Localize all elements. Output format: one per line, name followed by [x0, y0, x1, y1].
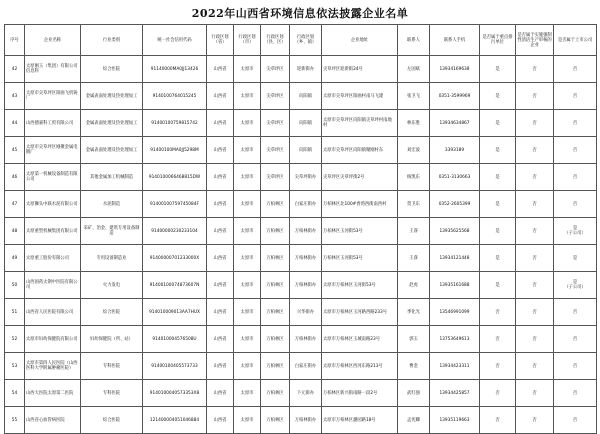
table-cell: 否 — [516, 272, 554, 299]
table-cell: 兴华街办 — [290, 299, 322, 326]
table-cell: 太原市 — [234, 326, 261, 353]
table-cell: 万柏林区玉河街53号 — [322, 245, 398, 272]
table-cell: 51 — [5, 299, 25, 326]
table-cell: 9140100040573353X8 — [143, 380, 207, 407]
table-cell: 山西省 — [207, 137, 234, 164]
table-cell: 曹金 — [398, 353, 430, 380]
table-cell: 太原重工股份有限公司 — [25, 245, 81, 272]
table-cell: 太原市 — [234, 164, 261, 191]
table-cell: 孟宪卿 — [398, 407, 430, 434]
table-cell: 万柏林区 — [261, 218, 290, 245]
table-cell: 否 — [516, 380, 554, 407]
table-cell: 太原市 — [234, 299, 261, 326]
table-cell: 否 — [554, 56, 597, 83]
table-cell: 太原市 — [234, 353, 261, 380]
table-cell: 妇幼保健院（所、站） — [81, 326, 143, 353]
table-cell: 否 — [480, 407, 516, 434]
table-cell: 尖草坪区 — [261, 137, 290, 164]
table-cell: 91400100759815742 — [143, 110, 207, 137]
table-row — [5, 353, 597, 380]
table-cell: 是 — [554, 245, 597, 272]
header-cell: 行业类别 — [81, 25, 143, 56]
table-cell: 否 — [554, 191, 597, 218]
table-cell: 金属表面处理及热处理加工 — [81, 110, 143, 137]
table-cell: 刘宏波 — [398, 137, 430, 164]
table-cell: 郭玉 — [398, 326, 430, 353]
table-row — [5, 272, 597, 299]
table-cell: 山西省 — [207, 299, 234, 326]
table-cell: 尖草坪区尖草坪街2号 — [322, 164, 398, 191]
header-cell: 企业名称 — [25, 25, 81, 56]
table-cell: 否 — [554, 380, 597, 407]
table-cell: 是 （子公司） — [554, 218, 597, 245]
table-cell: 否 — [480, 326, 516, 353]
table-cell: 否 — [554, 137, 597, 164]
table-cell: 专用设备制造业 — [81, 245, 143, 272]
table-cell: 43 — [5, 83, 25, 110]
header-cell: 是否属于重点排污单位 — [480, 25, 516, 56]
table-cell: 万柏林街办 — [290, 326, 322, 353]
header-cell: 序号 — [5, 25, 25, 56]
table-cell: 否 — [516, 218, 554, 245]
table-cell: 太原市万柏林区玉城南路23号 — [322, 326, 398, 353]
table-cell: 万柏林街办 — [290, 245, 322, 272]
table-cell: 太原市 — [234, 407, 261, 434]
table-cell: 46 — [5, 164, 25, 191]
table-row — [5, 380, 597, 407]
table-cell: 太原市 — [234, 245, 261, 272]
table-cell: 太原市尖草坪区刚聚金属电镀厂 — [25, 137, 81, 164]
table-cell: 万柏林街办 — [290, 272, 322, 299]
header-cell: 是否属于实施强制性清洁生产审核的企业 — [516, 25, 554, 56]
table-cell: 杨凯东 — [398, 164, 430, 191]
table-cell: 是 — [480, 272, 516, 299]
table-cell: 42 — [5, 56, 25, 83]
table-cell: 白家庄街办 — [290, 191, 322, 218]
table-cell: 王睿 — [398, 218, 430, 245]
table-cell: 91140000MA0JJ13426 — [143, 56, 207, 83]
table-cell: 是 — [480, 83, 516, 110]
table-cell: 否 — [516, 83, 554, 110]
table-cell: 万柏林区 — [261, 326, 290, 353]
table-cell: 44 — [5, 110, 25, 137]
table-header-row — [5, 25, 597, 56]
table-cell: 山西省 — [207, 83, 234, 110]
header-cell: 是否属于上市公司 — [554, 25, 597, 56]
table-cell: 尖草坪区 — [261, 83, 290, 110]
table-cell: 50 — [5, 272, 25, 299]
table-cell: 金属表面处理及热处理加工 — [81, 83, 143, 110]
table-cell: 向阳镇 — [290, 110, 322, 137]
table-cell: 是 — [480, 191, 516, 218]
table-row — [5, 299, 597, 326]
table-cell: 13934425857 — [430, 380, 480, 407]
table-cell: 山西省心血管病医院 — [25, 407, 81, 434]
table-cell: 太原市第四人民医院（山西医科大学附属肿瘤医院） — [25, 353, 81, 380]
table-cell: 太原市万柏林区潞园路18号 — [322, 407, 398, 434]
table-cell: 否 — [554, 164, 597, 191]
table-cell: 太原市万柏林区玉河路西路233号 — [322, 299, 398, 326]
table-cell: 否 — [480, 353, 516, 380]
table-row — [5, 191, 597, 218]
table-cell: 山西德嘉科工贸有限公司 — [25, 110, 81, 137]
table-cell: 山西省 — [207, 218, 234, 245]
table-cell: 91400000230233104 — [143, 218, 207, 245]
table-cell: 太原市 — [234, 191, 261, 218]
table-cell: 山西省 — [207, 380, 234, 407]
table-cell: 否 — [516, 110, 554, 137]
table-cell: 山西省 — [207, 407, 234, 434]
table-cell: 万柏林区 — [261, 272, 290, 299]
table-cell: 武红强 — [398, 380, 430, 407]
header-cell: 企业地址 — [322, 25, 398, 56]
table-cell: 万柏林区玉河街53号 — [322, 218, 398, 245]
table-cell: 金属表面处理及热处理加工 — [81, 137, 143, 164]
table-cell: 万柏林区 — [261, 353, 290, 380]
table-cell: 否 — [516, 407, 554, 434]
table-cell: 53 — [5, 353, 25, 380]
table-cell: 山西省 — [207, 191, 234, 218]
table-cell: 914010004576508U — [143, 326, 207, 353]
table-cell: 尖草坪区 — [261, 164, 290, 191]
table-cell: 是 — [480, 245, 516, 272]
document-title: 2022年山西省环境信息依法披露企业名单 — [191, 7, 409, 20]
table-cell: 山西省 — [207, 326, 234, 353]
table-row — [5, 164, 597, 191]
table-cell: 向阳镇 — [290, 83, 322, 110]
table-cell: 13753649613 — [430, 326, 480, 353]
table-cell: 火力发电 — [81, 272, 143, 299]
table-cell: 47 — [5, 191, 25, 218]
table-cell: 否 — [554, 299, 597, 326]
table-cell: 否 — [554, 110, 597, 137]
table-cell: 太原市尖草坪区阳曲飞机铸厂 — [25, 83, 81, 110]
table-cell: 白家庄街办 — [290, 353, 322, 380]
table-row — [5, 407, 597, 434]
table-cell: 否 — [516, 56, 554, 83]
table-cell: 否 — [554, 83, 597, 110]
table-cell: 13934169638 — [430, 56, 480, 83]
table-cell: 否 — [516, 299, 554, 326]
table-cell: 否 — [516, 191, 554, 218]
table-cell: 赵虎 — [398, 272, 430, 299]
table-cell: 山西省 — [207, 245, 234, 272]
table-cell: 是 — [480, 56, 516, 83]
table-cell: 13546991099 — [430, 299, 480, 326]
table-cell: 否 — [516, 353, 554, 380]
table-cell: 贺卫东 — [398, 191, 430, 218]
table-cell: 尖草坪街办 — [290, 164, 322, 191]
table-cell: 山西省 — [207, 353, 234, 380]
table-cell: 万柏林区 — [261, 299, 290, 326]
table-cell: 否 — [516, 245, 554, 272]
table-cell: 万柏林街办 — [290, 407, 322, 434]
table-cell: 综合医院 — [81, 407, 143, 434]
table-cell: 太原市 — [234, 137, 261, 164]
header-cell: 联系人 — [398, 25, 430, 56]
table-cell: 太原市 — [234, 56, 261, 83]
table-cell: 万柏林街办 — [290, 218, 322, 245]
table-row — [5, 245, 597, 272]
header-cell: 行政区划（市） — [234, 25, 261, 56]
table-cell: 是 — [480, 110, 516, 137]
table-row — [5, 56, 597, 83]
table-cell: 采矿、冶金、建筑专用设备制造 — [81, 218, 143, 245]
table-cell: 48 — [5, 218, 25, 245]
header-cell: 行政区划（乡、镇） — [290, 25, 322, 56]
table-cell: 尖草坪区迎新街24号 — [322, 56, 398, 83]
table-cell: 91400100405573733 — [143, 353, 207, 380]
table-cell: 13934423311 — [430, 353, 480, 380]
table-cell: 是 — [480, 137, 516, 164]
table-cell: 王睿 — [398, 245, 430, 272]
table-cell: 综合医院 — [81, 299, 143, 326]
table-cell: 914010009013AA7HUX — [143, 299, 207, 326]
table-cell: 太原市 — [234, 218, 261, 245]
table-cell: 0352-2605399 — [430, 191, 480, 218]
table-cell: 是 — [480, 164, 516, 191]
table-cell: 太原市尖草坪区阳曲村南马飞建 — [322, 83, 398, 110]
table-cell: 太原市尖草坪区向阳镇尖草坪村南地村 — [322, 110, 398, 137]
table-cell: 太原市万柏林区玉河街53号 — [322, 272, 398, 299]
table-cell: 太原重型机械集团有限公司 — [25, 218, 81, 245]
table-cell: 否 — [554, 326, 597, 353]
table-cell: 91400100759745084F — [143, 191, 207, 218]
table-cell: 否 — [516, 326, 554, 353]
table-cell: 是 （子公司） — [554, 272, 597, 299]
table-cell: 太原市 — [234, 110, 261, 137]
table-cell: 山西省 — [207, 56, 234, 83]
table-cell: 13935161688 — [430, 272, 480, 299]
table-cell: 季化光 — [398, 299, 430, 326]
table-cell: 专科医院 — [81, 380, 143, 407]
table-cell: 55 — [5, 407, 25, 434]
table-cell: 林东胜 — [398, 110, 430, 137]
table-cell: 91400100MA0JJ5298M — [143, 137, 207, 164]
table-cell: 9140100066468815DW — [143, 164, 207, 191]
table-cell: 张卫飞 — [398, 83, 430, 110]
table-cell: 向阳镇 — [290, 137, 322, 164]
table-cell: 0351-3130663 — [430, 164, 480, 191]
table-cell: 9140100764015245 — [143, 83, 207, 110]
table-cell: 太原市 — [234, 83, 261, 110]
table-cell: 太原市尖草坪区向阳镇聚刚村东 — [322, 137, 398, 164]
table-cell: 尖草坪区 — [261, 56, 290, 83]
table-cell: 水泥制造 — [81, 191, 143, 218]
table-cell: 否 — [554, 407, 597, 434]
table-cell: 49 — [5, 245, 25, 272]
table-cell: 万柏林区北100#香湾西街南西村 — [322, 191, 398, 218]
table-cell: 是 — [480, 218, 516, 245]
header-cell: 联系人手机 — [430, 25, 480, 56]
table-cell: 45 — [5, 137, 25, 164]
table-cell: 0351-3599969 — [430, 83, 480, 110]
table-cell: 万柏林区 — [261, 407, 290, 434]
table-cell: 3393189 — [430, 137, 480, 164]
table-cell: 山西国药太钢中医院有限公司 — [25, 272, 81, 299]
table-cell: 尖草坪区 — [261, 110, 290, 137]
table-cell: 下元街办 — [290, 380, 322, 407]
table-cell: 山西省 — [207, 164, 234, 191]
table-cell: 综合医院 — [81, 56, 143, 83]
table-cell: 太原第一机械设备制造有限公司 — [25, 164, 81, 191]
table-cell: 121400004051046884 — [143, 407, 207, 434]
table-cell: 太原市 — [234, 380, 261, 407]
table-cell: 其他金属加工机械制造 — [81, 164, 143, 191]
table-cell: 万柏林区 — [261, 191, 290, 218]
table-cell: 万柏林区 — [261, 245, 290, 272]
table-cell: 专科医院 — [81, 353, 143, 380]
table-row — [5, 326, 597, 353]
table-cell: 否 — [480, 299, 516, 326]
table-row — [5, 218, 597, 245]
table-cell: 万柏林区新兴街南路一段2号 — [322, 380, 398, 407]
table-cell: 山西省 — [207, 272, 234, 299]
table-cell: 否 — [554, 353, 597, 380]
table-cell: 13935119663 — [430, 407, 480, 434]
table-row — [5, 110, 597, 137]
table-row — [5, 137, 597, 164]
table-cell: 太原市万柏林区西河东路213号 — [322, 353, 398, 380]
header-cell: 统一社会信用代码 — [143, 25, 207, 56]
table-cell: 91400000701233000X — [143, 245, 207, 272]
table-cell: 太原市妇幼保健院有限公司 — [25, 326, 81, 353]
table-cell: 54 — [5, 380, 25, 407]
table-row — [5, 83, 597, 110]
table-cell: 太原狮头中联水泥有限公司 — [25, 191, 81, 218]
table-cell: 52 — [5, 326, 25, 353]
table-cell: 否 — [480, 380, 516, 407]
header-cell: 行政区划（县、区） — [261, 25, 290, 56]
table-cell: 91400100074873607N — [143, 272, 207, 299]
table-cell: 万柏林区 — [261, 380, 290, 407]
table-cell: 太原市 — [234, 272, 261, 299]
header-cell: 行政区划（省） — [207, 25, 234, 56]
table-cell: 13934634867 — [430, 110, 480, 137]
table-cell: 13935625568 — [430, 218, 480, 245]
table-cell: 山西大医院太原第二医院 — [25, 380, 81, 407]
table-cell: 迎新街办 — [290, 56, 322, 83]
table-cell: 否 — [516, 137, 554, 164]
table-cell: 左国斌 — [398, 56, 430, 83]
table-cell: 太原刚玉（集团）有限公司信息科 — [25, 56, 81, 83]
table-cell: 山西省 — [207, 110, 234, 137]
table-cell: 13934121448 — [430, 245, 480, 272]
enterprise-table — [4, 24, 597, 434]
table-cell: 山西省人民医院有限公司 — [25, 299, 81, 326]
table-cell: 否 — [516, 164, 554, 191]
